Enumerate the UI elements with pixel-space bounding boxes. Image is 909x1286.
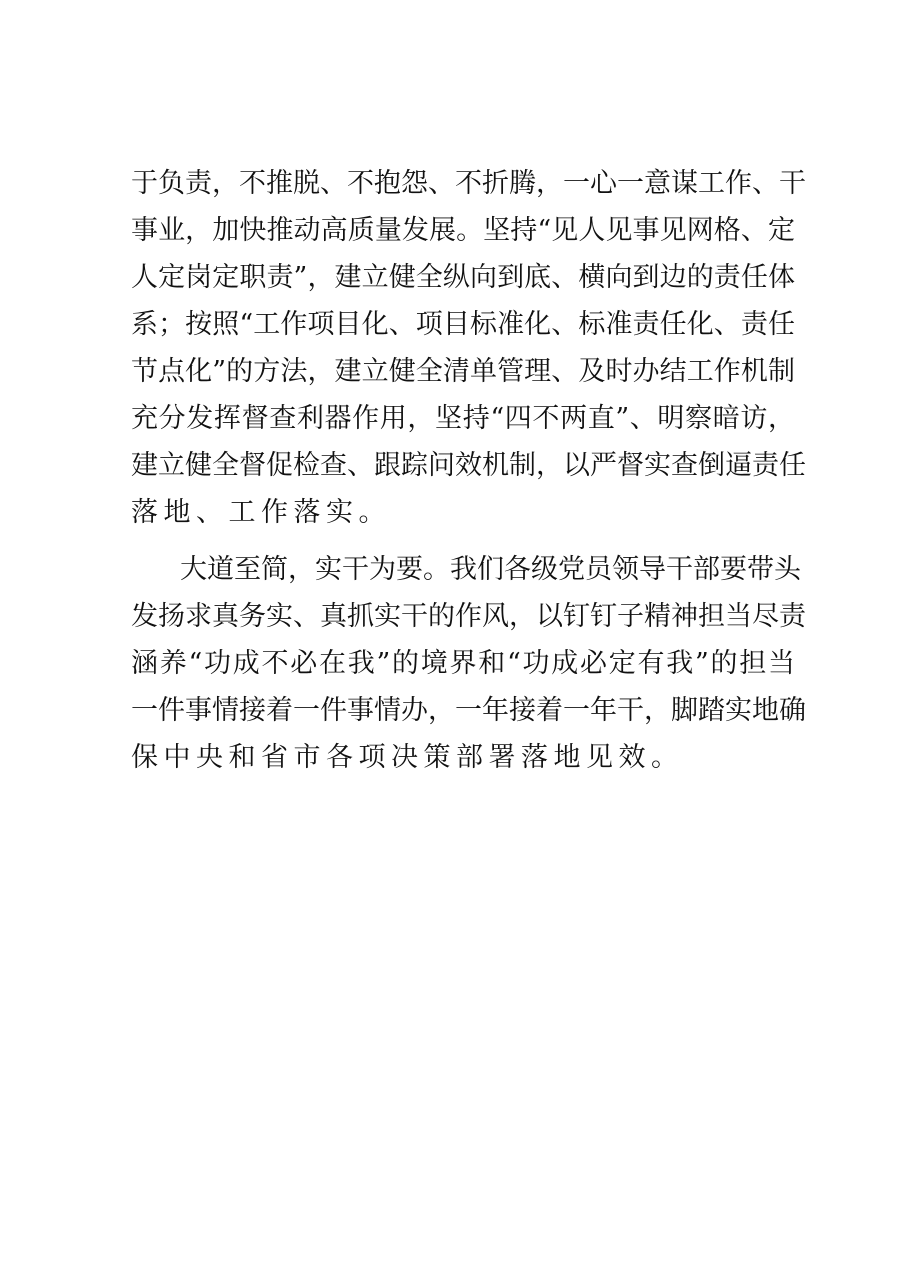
document-body	[131, 160, 806, 781]
text-line: 节点化”的方法，建立健全清单管理、及时办结工作机制	[131, 356, 795, 387]
text-line: 一件事情接着一件事情办，一年接着一年干，脚踏实地确	[131, 695, 806, 726]
text-line: 保中央和省市各项决策部署落地见效。	[131, 742, 684, 773]
text-line: 系；按照“工作项目化、项目标准化、标准责任化、责任	[131, 309, 795, 340]
text-line: 大道至简，实干为要。我们各级党员领导干部要带头	[180, 554, 801, 585]
text-line: 于负责，不推脱、不抱怨、不折腾，一心一意谋工作、干	[131, 168, 806, 199]
text-line: 人定岗定职责”，建立健全纵向到底、横向到边的责任体	[131, 262, 795, 293]
text-line: 落地、工作落实。	[131, 497, 391, 528]
paragraph-1	[131, 160, 806, 536]
text-line: 涵养“功成不必在我”的境界和“功成必定有我”的担当	[131, 648, 795, 679]
text-line: 充分发挥督查利器作用，坚持“四不两直”、明察暗访，	[131, 403, 795, 434]
paragraph-2	[131, 546, 806, 781]
text-line: 发扬求真务实、真抓实干的作风，以钉钉子精神担当尽责	[131, 601, 806, 632]
paragraph-gap	[131, 536, 795, 546]
text-line: 建立健全督促检查、跟踪问效机制，以严督实查倒逼责任	[131, 450, 806, 481]
text-line: 事业，加快推动高质量发展。坚持“见人见事见网格、定	[131, 215, 795, 246]
